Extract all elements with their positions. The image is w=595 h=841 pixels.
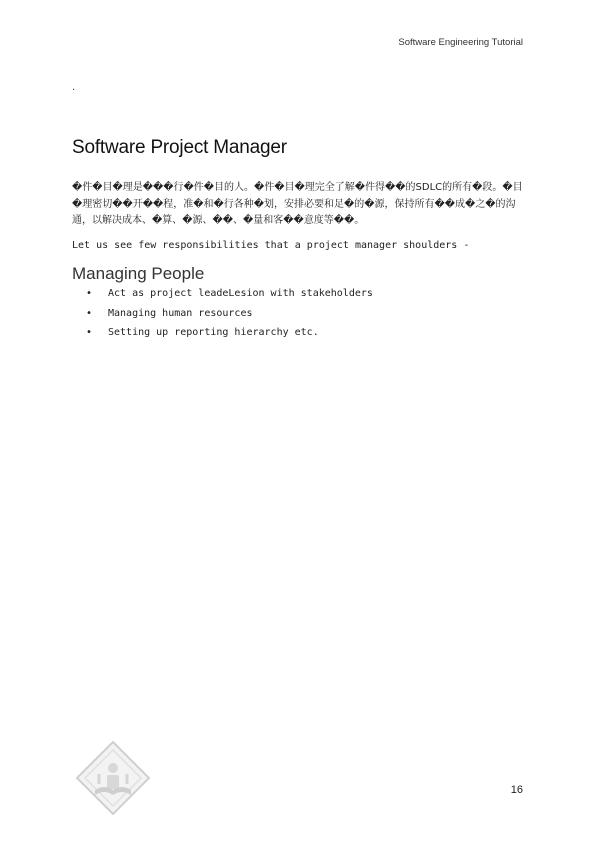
list-item-text: Setting up reporting hierarchy etc.: [108, 327, 319, 338]
responsibility-list: [72, 288, 373, 347]
list-item-text: Managing human resources: [108, 307, 253, 319]
running-header-title: Software Engineering Tutorial: [398, 37, 523, 48]
bullet-icon: •: [86, 307, 93, 319]
tutorialspoint-logo-icon: [73, 738, 153, 818]
section-heading: Software Project Manager: [72, 137, 287, 158]
list-item: [72, 327, 373, 347]
section-paragraph: �件�目�理是���行�件�目的人。�件�目�理完全了解�件得��的SDLC的所有�段。�目�理密切��开��程，准�和�行各种�划，安排必要和足�的�源，保持所有��成�之�的沟通，以解决成本、�算、�源、��、�量和客��意度等��。: [72, 182, 523, 226]
subsection-heading: Managing People: [72, 264, 205, 283]
page-number: 16: [510, 784, 523, 796]
bullet-icon: •: [86, 288, 93, 299]
list-item: [72, 308, 373, 328]
stray-mark: .: [72, 82, 76, 93]
bullet-icon: •: [86, 327, 93, 338]
list-item-text: Act as project leadeLesion with stakeholders: [108, 288, 373, 299]
intro-sentence: Let us see few responsibilities that a project manager shoulders -: [72, 240, 470, 251]
list-item: [72, 288, 373, 308]
